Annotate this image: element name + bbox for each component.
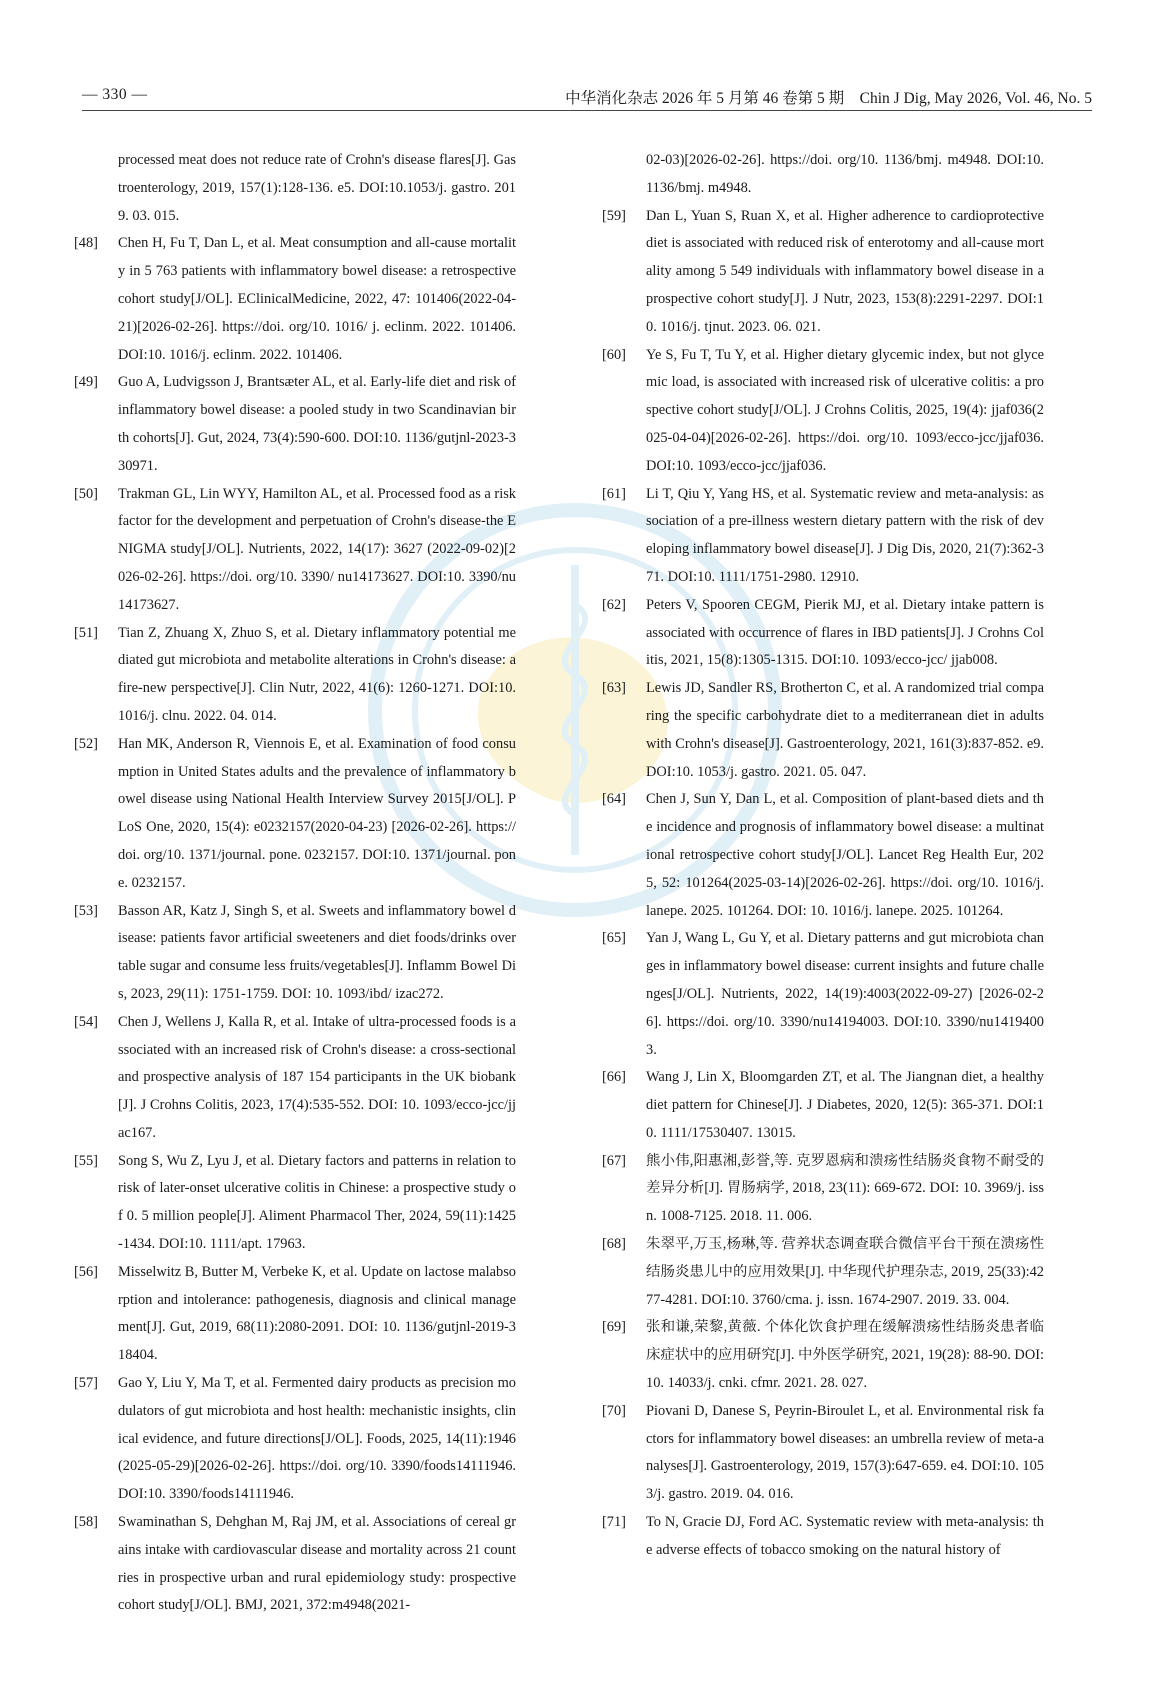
reference-number: [65] (602, 930, 626, 947)
reference-text: Song S, Wu Z, Lyu J, et al. Dietary factors and patterns in relation to risk of later-onset ulcerative colitis in Chinese: a prospective study of 0. 5 million people[J]. Aliment Pharmacol Ther, 2024, 59(11):1425-1434. DOI:10. 1111/apt. 17963. (118, 1152, 516, 1253)
reference-number: [53] (74, 902, 98, 919)
reference-entry (602, 1231, 1044, 1314)
reference-entry (74, 369, 516, 480)
reference-number: [58] (74, 1514, 98, 1531)
reference-text: Basson AR, Katz J, Singh S, et al. Sweets and inflammatory bowel disease: patients favor artificial sweeteners and diet foods/drinks over table sugar and consume less fruits/vegetables[J]. Inflamm Bowel Dis, 2023, 29(11): 1751-1759. DOI: 10. 1093/ibd/ izac272. (118, 902, 516, 1002)
reference-number: [54] (74, 1013, 98, 1030)
reference-number: [51] (74, 624, 98, 641)
reference-entry (74, 731, 516, 898)
reference-entry (602, 147, 1044, 203)
reference-text: Yan J, Wang L, Gu Y, et al. Dietary patterns and gut microbiota changes in inflammatory bowel disease: current insights and future challenges[J/OL]. Nutrients, 2022, 14(19):4003(2022-09-27) [2026-02-26]. https://doi. org/10. 3390/nu14194003. DOI:10. 3390/nu14194003. (646, 930, 1044, 1058)
reference-text: Dan L, Yuan S, Ruan X, et al. Higher adherence to cardioprotective diet is associated with reduced risk of enterotomy and all-cause mortality among 5 549 individuals with inflammatory bowel disease in a prospective cohort study[J]. J Nutr, 2023, 153(8):2291-2297. DOI:10. 1016/j. tjnut. 2023. 06. 021. (646, 207, 1044, 335)
reference-text: 02-03)[2026-02-26]. https://doi. org/10. 1136/bmj. m4948. DOI:10. 1136/bmj. m4948. (646, 152, 1044, 196)
reference-text: Gao Y, Liu Y, Ma T, et al. Fermented dairy products as precision modulators of gut microbiota and host health: mechanistic insights, clinical evidence, and future directions[J/OL]. Foods, 2025, 14(11):1946(2025-05-29)[2026-02-26]. https://doi. org/10. 3390/foods14111946. DOI:10. 3390/foods14111946. (118, 1375, 516, 1503)
reference-entry (602, 1064, 1044, 1147)
reference-text: Han MK, Anderson R, Viennois E, et al. Examination of food consumption in United States adults and the prevalence of inflammatory bowel disease using National Health Interview Survey 2015[J/OL]. PLoS One, 2020, 15(4): e0232157(2020-04-23) [2026-02-26]. https://doi. org/10. 1371/journal. pone. 0232157. DOI:10. 1371/journal. pone. 0232157. (118, 735, 516, 891)
reference-number: [60] (602, 346, 626, 363)
reference-text: Chen J, Wellens J, Kalla R, et al. Intake of ultra-processed foods is associated with an increased risk of Crohn's disease: a cross-sectional and prospective analysis of 187 154 participants in the UK biobank[J]. J Crohns Colitis, 2023, 17(4):535-552. DOI: 10. 1093/ecco-jcc/jjac167. (118, 1013, 516, 1141)
reference-entry (74, 147, 516, 230)
reference-text: Chen H, Fu T, Dan L, et al. Meat consumption and all-cause mortality in 5 763 patients with inflammatory bowel disease: a retrospective cohort study[J/OL]. EClinicalMedicine, 2022, 47: 101406(2022-04-21)[2026-02-26]. https://doi. org/10. 1016/ j. eclinm. 2022. 101406. DOI:10. 1016/j. eclinm. 2022. 101406. (118, 235, 516, 363)
reference-number: [50] (74, 485, 98, 502)
reference-number: [67] (602, 1152, 626, 1169)
reference-text: Tian Z, Zhuang X, Zhuo S, et al. Dietary inflammatory potential mediated gut microbiota and metabolite alterations in Crohn's disease: a fire-new perspective[J]. Clin Nutr, 2022, 41(6): 1260-1271. DOI:10. 1016/j. clnu. 2022. 04. 014. (118, 624, 516, 724)
reference-text: processed meat does not reduce rate of Crohn's disease flares[J]. Gastroenterology, 2019, 157(1):128-136. e5. DOI:10.1053/j. gastro. 2019. 03. 015. (118, 152, 516, 224)
reference-text: 张和谦,荣黎,黄薇. 个体化饮食护理在缓解溃疡性结肠炎患者临床症状中的应用研究[J]. 中外医学研究, 2021, 19(28): 88-90. DOI:10. 14033/j. cnki. cfmr. 2021. 28. 027. (646, 1319, 1044, 1392)
reference-number: [61] (602, 485, 626, 502)
reference-number: [68] (602, 1236, 626, 1253)
reference-entry (74, 1009, 516, 1148)
reference-entry (74, 481, 516, 620)
reference-number: [70] (602, 1402, 626, 1419)
reference-entry (602, 1148, 1044, 1231)
reference-text: Swaminathan S, Dehghan M, Raj JM, et al. Associations of cereal grains intake with cardiovascular disease and mortality across 21 countries in prospective urban and rural epidemiology study: prospective cohort study[J/OL]. BMJ, 2021, 372:m4948(2021- (118, 1514, 516, 1614)
reference-text: Chen J, Sun Y, Dan L, et al. Composition of plant-based diets and the incidence and prognosis of inflammatory bowel disease: a multinational retrospective cohort study[J/OL]. Lancet Reg Health Eur, 2025, 52: 101264(2025-03-14)[2026-02-26]. https://doi. org/10. 1016/j. lanepe. 2025. 101264. DOI: 10. 1016/j. lanepe. 2025. 101264. (646, 791, 1044, 919)
reference-number: [71] (602, 1514, 626, 1531)
page-number: — 330 — (82, 86, 148, 103)
reference-entry (602, 1509, 1044, 1565)
reference-text: Li T, Qiu Y, Yang HS, et al. Systematic review and meta-analysis: association of a pre-illness western dietary pattern with the risk of developing inflammatory bowel disease[J]. J Dig Dis, 2020, 21(7):362-371. DOI:10. 1111/1751-2980. 12910. (646, 485, 1044, 585)
reference-entry (602, 675, 1044, 786)
reference-text: Guo A, Ludvigsson J, Brantsæter AL, et al. Early-life diet and risk of inflammatory bowel disease: a pooled study in two Scandinavian birth cohorts[J]. Gut, 2024, 73(4):590-600. DOI:10. 1136/gutjnl-2023-330971. (118, 374, 516, 474)
reference-entry (602, 1314, 1044, 1397)
page-header (82, 82, 1092, 111)
reference-entry (602, 592, 1044, 675)
reference-text: 朱翠平,万玉,杨琳,等. 营养状态调查联合微信平台干预在溃疡性结肠炎患儿中的应用效果[J]. 中华现代护理杂志, 2019, 25(33):4277-4281. DOI:10. 3760/cma. j. issn. 1674-2907. 2019. 33. 004. (646, 1236, 1044, 1308)
reference-number: [48] (74, 235, 98, 252)
journal-info: 中华消化杂志 2026 年 5 月第 46 卷第 5 期 Chin J Dig, May 2026, Vol. 46, No. 5 (565, 90, 1092, 107)
reference-entry (602, 203, 1044, 342)
reference-entry (74, 1370, 516, 1509)
reference-text: To N, Gracie DJ, Ford AC. Systematic review with meta-analysis: the adverse effects of tobacco smoking on the natural history of (646, 1514, 1044, 1558)
references-right-column (602, 147, 1044, 1565)
reference-entry (602, 342, 1044, 481)
reference-entry (602, 481, 1044, 592)
reference-text: Lewis JD, Sandler RS, Brotherton C, et al. A randomized trial comparing the specific carbohydrate diet to a mediterranean diet in adults with Crohn's disease[J]. Gastroenterology, 2021, 161(3):837-852. e9. DOI:10. 1053/j. gastro. 2021. 05. 047. (646, 680, 1044, 780)
reference-text: Wang J, Lin X, Bloomgarden ZT, et al. The Jiangnan diet, a healthy diet pattern for Chinese[J]. J Diabetes, 2020, 12(5): 365-371. DOI:10. 1111/17530407. 13015. (646, 1069, 1044, 1141)
reference-entry (74, 230, 516, 369)
reference-number: [59] (602, 207, 626, 224)
reference-text: Ye S, Fu T, Tu Y, et al. Higher dietary glycemic index, but not glycemic load, is associated with increased risk of ulcerative colitis: a prospective cohort study[J/OL]. J Crohns Colitis, 2025, 19(4): jjaf036(2025-04-04)[2026-02-26]. https://doi. org/10. 1093/ecco-jcc/jjaf036. DOI:10. 1093/ecco-jcc/jjaf036. (646, 346, 1044, 474)
reference-entry (602, 786, 1044, 925)
reference-text: Peters V, Spooren CEGM, Pierik MJ, et al. Dietary intake pattern is associated with occurrence of flares in IBD patients[J]. J Crohns Colitis, 2021, 15(8):1305-1315. DOI:10. 1093/ecco-jcc/ jjab008. (646, 596, 1044, 669)
reference-number: [66] (602, 1069, 626, 1086)
reference-entry (74, 1509, 516, 1620)
reference-entry (74, 898, 516, 1009)
reference-number: [52] (74, 735, 98, 752)
reference-entry (74, 1259, 516, 1370)
reference-text: Piovani D, Danese S, Peyrin-Biroulet L, et al. Environmental risk factors for inflammatory bowel diseases: an umbrella review of meta-analyses[J]. Gastroenterology, 2019, 157(3):647-659. e4. DOI:10. 1053/j. gastro. 2019. 04. 016. (646, 1402, 1044, 1503)
reference-number: [55] (74, 1152, 98, 1169)
reference-number: [49] (74, 374, 98, 391)
reference-number: [69] (602, 1319, 626, 1336)
reference-entry (74, 620, 516, 731)
reference-text: 熊小伟,阳惠湘,彭誉,等. 克罗恩病和溃疡性结肠炎食物不耐受的差异分析[J]. 胃肠病学, 2018, 23(11): 669-672. DOI: 10. 3969/j. issn. 1008-7125. 2018. 11. 006. (646, 1152, 1044, 1225)
reference-number: [62] (602, 596, 626, 613)
reference-number: [64] (602, 791, 626, 808)
reference-text: Misselwitz B, Butter M, Verbeke K, et al. Update on lactose malabsorption and intolerance: pathogenesis, diagnosis and clinical management[J]. Gut, 2019, 68(11):2080-2091. DOI: 10. 1136/gutjnl-2019-318404. (118, 1263, 516, 1364)
reference-entry (74, 1148, 516, 1259)
references-left-column (74, 147, 516, 1620)
reference-entry (602, 925, 1044, 1064)
reference-number: [56] (74, 1263, 98, 1280)
reference-text: Trakman GL, Lin WYY, Hamilton AL, et al. Processed food as a risk factor for the development and perpetuation of Crohn's disease-the ENIGMA study[J/OL]. Nutrients, 2022, 14(17): 3627 (2022-09-02)[2026-02-26]. https://doi. org/10. 3390/ nu14173627. DOI:10. 3390/nu14173627. (118, 485, 516, 613)
reference-number: [57] (74, 1375, 98, 1392)
reference-number: [63] (602, 680, 626, 697)
reference-entry (602, 1398, 1044, 1509)
